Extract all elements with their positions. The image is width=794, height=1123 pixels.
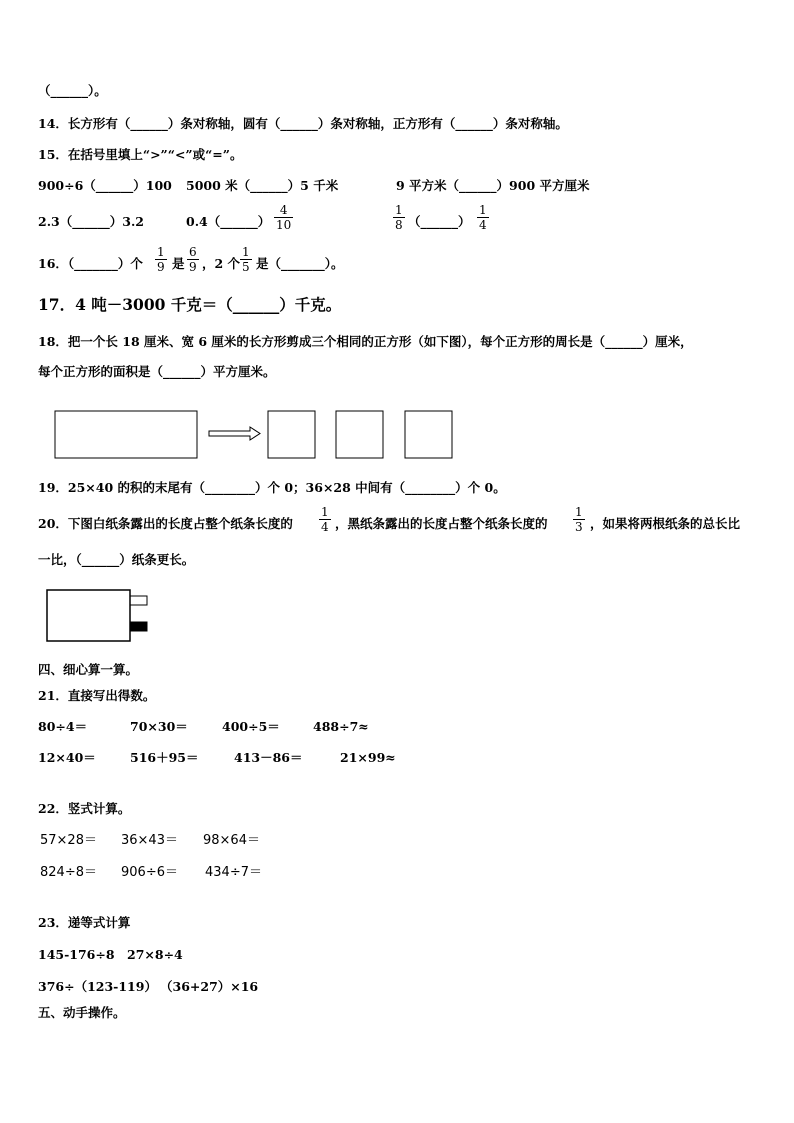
section-5-title: 五、动手操作。	[38, 1005, 126, 1020]
denominator: 5	[242, 260, 250, 274]
numerator: 1	[242, 245, 250, 259]
q21-item: 413－86＝	[234, 750, 303, 765]
question-21-title: 21．直接写出得数。	[38, 688, 156, 703]
q22-item: 36×43＝	[121, 833, 178, 848]
question-14: 14．长方形有（______）条对称轴，圆有（______）条对称轴，正方形有（______）条对称轴。	[38, 116, 568, 131]
denominator: 3	[575, 520, 583, 534]
q22-item: 906÷6＝	[121, 865, 178, 880]
question-22-title: 22．竖式计算。	[38, 801, 131, 816]
question-15-title: 15．在括号里填上“>”“<”或“=”。	[38, 147, 243, 162]
question-19: 19．25×40 的积的末尾有（________）个 0；36×28 中间有（________）个 0。	[38, 480, 506, 495]
q22-item: 434÷7＝	[205, 865, 262, 880]
question-16-part3: ，2 个	[202, 256, 241, 271]
q23-item: 145-176÷8	[38, 947, 115, 962]
q20-fraction-1-4	[319, 505, 331, 534]
question-16-part2: 是	[172, 256, 185, 271]
q22-item: 98×64＝	[203, 833, 260, 848]
q15-compare-3: 9 平方米（______）900 平方厘米	[396, 178, 590, 193]
q18-square-1	[268, 411, 315, 458]
q23-item: 376÷（123-119）	[38, 979, 157, 994]
question-20-part2: ，黑纸条露出的长度占整个纸条长度的	[335, 516, 548, 531]
numerator: 4	[279, 203, 288, 217]
question-20-part1: 20．下图白纸条露出的长度占整个纸条长度的	[38, 516, 293, 531]
q15-compare-1: 900÷6（______）100	[38, 178, 172, 193]
numerator: 1	[575, 505, 583, 519]
q20-fraction-1-3	[573, 505, 585, 534]
q23-item: （36+27）×16	[160, 979, 259, 994]
question-18-line1: 18．把一个长 18 厘米、宽 6 厘米的长方形剪成三个相同的正方形（如下图），每个正方形的周长是（______）厘米，	[38, 334, 693, 349]
denominator: 9	[157, 260, 165, 274]
q21-item: 516＋95＝	[130, 750, 199, 765]
q21-item: 400÷5＝	[222, 719, 280, 734]
denominator: 10	[276, 218, 292, 232]
q21-item: 70×30＝	[130, 719, 188, 734]
q18-square-2	[336, 411, 383, 458]
numerator: 6	[189, 245, 197, 259]
q20-white-strip-tab	[130, 596, 147, 605]
question-23-title: 23．递等式计算	[38, 915, 131, 930]
numerator: 1	[157, 245, 165, 259]
numerator: 1	[321, 505, 329, 519]
q22-item: 57×28＝	[40, 833, 97, 848]
q20-black-strip-tab	[130, 622, 147, 631]
question-16-part4: 是（_______）。	[256, 256, 344, 271]
q15-compare-5: 0.4（______）	[186, 214, 271, 229]
q20-cover-box	[47, 590, 130, 641]
section-4-title: 四、细心算一算。	[38, 662, 139, 677]
numerator: 1	[479, 203, 487, 217]
question-20-line2: 一比，（______）纸条更长。	[38, 552, 195, 567]
q23-item: 27×8÷4	[127, 947, 183, 962]
q15-compare-6-blank: （______）	[408, 214, 471, 229]
q18-square-3	[405, 411, 452, 458]
q15-compare-4: 2.3（______）3.2	[38, 214, 144, 229]
denominator: 8	[395, 218, 403, 232]
question-20-part3: ，如果将两根纸条的总长比	[590, 516, 741, 531]
denominator: 9	[189, 260, 197, 274]
question-16-part1: 16．（_______）个	[38, 256, 143, 271]
q21-item: 488÷7≈	[313, 719, 369, 734]
q18-arrow-icon	[209, 427, 260, 440]
q21-item: 80÷4＝	[38, 719, 88, 734]
q21-item: 21×99≈	[340, 750, 396, 765]
denominator: 4	[479, 218, 487, 232]
question-18-line2: 每个正方形的面积是（______）平方厘米。	[38, 364, 276, 379]
denominator: 4	[321, 520, 329, 534]
q22-item: 824÷8＝	[40, 865, 97, 880]
q21-item: 12×40＝	[38, 750, 96, 765]
q18-rectangle	[55, 411, 197, 458]
question-17: 17．4 吨－3000 千克＝（______）千克。	[38, 295, 342, 314]
q13-tail: （______）。	[38, 83, 107, 98]
numerator: 1	[395, 203, 403, 217]
q15-compare-2: 5000 米（______）5 千米	[186, 178, 339, 193]
